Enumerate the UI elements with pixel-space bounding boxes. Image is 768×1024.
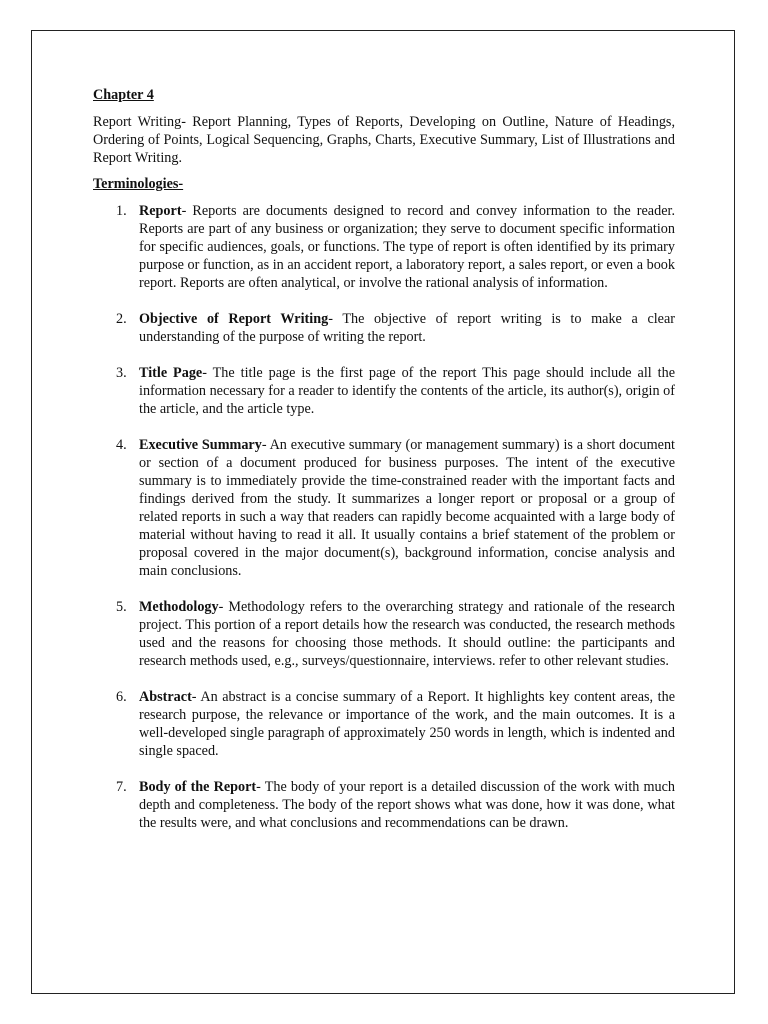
term-item-objective (93, 310, 675, 346)
term-text: - An executive summary (or management summary) is a short document or section of a document produced for business purposes. The intent of the executive summary is to immediately provide the time-constrained reader with the important facts and findings derived from the study. It summarizes a longer report or proposal or a group of related reports in such a way that readers can rapidly become acquainted with a large body of material without having to read it all. It usually contains a brief statement of the problem or proposal covered in the major document(s), background information, concise analysis and main conclusions. (139, 437, 675, 579)
term-title: Abstract (139, 689, 192, 705)
term-text: - Methodology refers to the overarching strategy and rationale of the research project. This portion of a report details how the research was conducted, the research methods used and the reasons for choosing those methods. It should outline: the participants and research methods used, e.g., surveys/questionnaire, interviews. refer to other relevant studies. (139, 599, 675, 669)
term-number: 4. (116, 437, 127, 453)
term-number: 7. (116, 779, 127, 795)
term-number: 1. (116, 203, 127, 219)
terminologies-heading: Terminologies- (93, 176, 184, 192)
term-item-body-of-report (93, 778, 675, 832)
term-item-executive-summary (93, 436, 675, 580)
term-item-methodology (93, 598, 675, 670)
term-item-title-page (93, 364, 675, 418)
term-title: Report (139, 203, 182, 219)
term-number: 6. (116, 689, 127, 705)
term-number: 3. (116, 365, 127, 381)
term-title: Objective of Report Writing (139, 311, 329, 327)
terminology-list (93, 202, 675, 832)
term-title: Body of the Report (139, 779, 257, 795)
term-item-abstract (93, 688, 675, 760)
term-text: - The title page is the first page of the report This page should include all the information necessary for a reader to identify the contents of the article, its author(s), origin of the article, and the article type. (139, 365, 676, 417)
term-item-report (93, 202, 675, 292)
term-title: Methodology (139, 599, 219, 615)
term-text: - The body of your report is a detailed discussion of the work with much depth and completeness. The body of the report shows what was done, how it was done, what the results were, and what conclusions and recommendations can be drawn. (139, 779, 676, 831)
term-text: - Reports are documents designed to record and convey information to the reader. Reports are part of any business or organization; they serve to document specific information for specific audiences, goals, or functions. The type of report is often identified by its primary purpose or function, as in an accident report, a laboratory report, a sales report, or even a book report. Reports are often analytical, or involve the rational analysis of information. (139, 203, 675, 291)
chapter-intro: Report Writing- Report Planning, Types of Reports, Developing on Outline, Nature of Headings, Ordering of Points, Logical Sequencing, Graphs, Charts, Executive Summary, List of Illustrations and Report Writing. (93, 114, 675, 166)
term-number: 2. (116, 311, 127, 327)
term-text: - An abstract is a concise summary of a Report. It highlights key content areas, the research purpose, the relevance or importance of the work, and the main outcomes. It is a well-developed single paragraph of approximately 250 words in length, which is indented and single spaced. (139, 689, 675, 759)
term-text: - The objective of report writing is to make a clear understanding of the purpose of writing the report. (139, 311, 676, 345)
term-number: 5. (116, 599, 127, 615)
document-body (93, 86, 675, 850)
chapter-title: Chapter 4 (93, 87, 154, 103)
term-title: Executive Summary (139, 437, 262, 453)
term-title: Title Page (139, 365, 203, 381)
